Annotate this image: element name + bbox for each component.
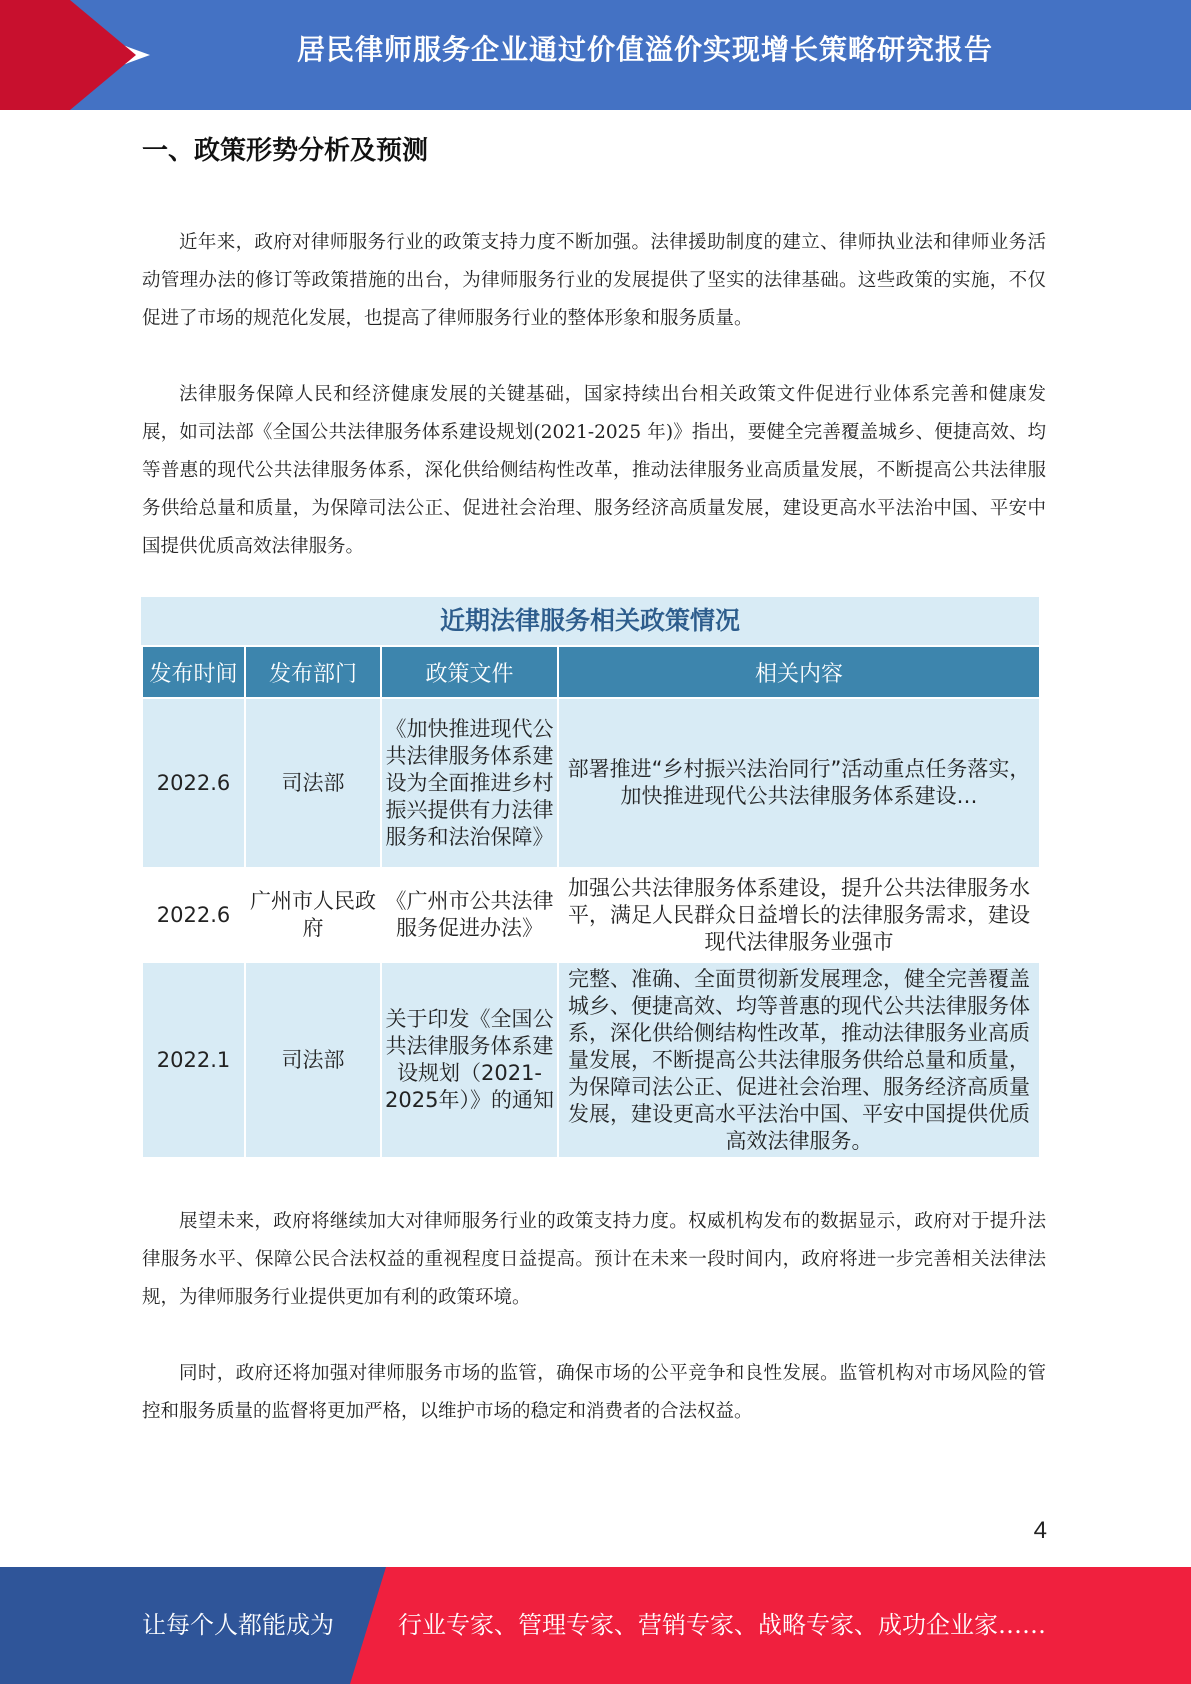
cell-department: 司法部 [245, 962, 381, 1158]
table-row [142, 962, 1040, 1158]
table-row [142, 868, 1040, 962]
table-title: 近期法律服务相关政策情况 [141, 597, 1039, 645]
paragraph-4: 同时，政府还将加强对律师服务市场的监管，确保市场的公平竞争和良性发展。监管机构对市场风险的管控和服务质量的监督将更加严格，以维护市场的稳定和消费者的合法权益。 [142, 1363, 1046, 1422]
table-header-row [142, 646, 1040, 698]
paragraph-3: 展望未来，政府将继续加大对律师服务行业的政策支持力度。权威机构发布的数据显示，政府对于提升法律服务水平、保障公民合法权益的重视程度日益提高。预计在未来一段时间内，政府将进一步完善相关法律法规，为律师服务行业提供更加有利的政策环境。 [142, 1211, 1046, 1308]
cell-date: 2022.6 [142, 868, 245, 962]
cell-content: 部署推进“乡村振兴法治同行”活动重点任务落实，加快推进现代公共法律服务体系建设… [558, 698, 1040, 868]
cell-content: 加强公共法律服务体系建设，提升公共法律服务水平，满足人民群众日益增长的法律服务需求，建设现代法律服务业强市 [558, 868, 1040, 962]
policy-table-image [141, 597, 1039, 1159]
report-title: 居民律师服务企业通过价值溢价实现增长策略研究报告 [296, 33, 993, 66]
footer-slogan-right: 行业专家、管理专家、营销专家、战略专家、成功企业家…… [398, 1611, 1046, 1639]
cell-content: 完整、准确、全面贯彻新发展理念，健全完善覆盖城乡、便捷高效、均等普惠的现代公共法律服务体系，深化供给侧结构性改革，推动法律服务业高质量发展，不断提高公共法律服务供给总量和质量，为保障司法公正、促进社会治理、服务经济高质量发展，建设更高水平法治中国、平安中国提供优质高效法律服务。 [558, 962, 1040, 1158]
column-header-document: 政策文件 [381, 646, 558, 698]
cell-department: 广州市人民政府 [245, 868, 381, 962]
header-banner [0, 0, 1191, 110]
paragraph-1: 近年来，政府对律师服务行业的政策支持力度不断加强。法律援助制度的建立、律师执业法和律师业务活动管理办法的修订等政策措施的出台，为律师服务行业的发展提供了坚实的法律基础。这些政策的实施，不仅促进了市场的规范化发展，也提高了律师服务行业的整体形象和服务质量。 [142, 232, 1046, 329]
cell-document: 《广州市公共法律服务促进办法》 [381, 868, 558, 962]
cell-document: 关于印发《全国公共法律服务体系建设规划（2021-2025年）》的通知 [381, 962, 558, 1158]
page-number: 4 [1033, 1517, 1047, 1544]
cell-date: 2022.1 [142, 962, 245, 1158]
paragraph-2: 法律服务保障人民和经济健康发展的关键基础，国家持续出台相关政策文件促进行业体系完善和健康发展，如司法部《全国公共法律服务体系建设规划(2021-2025 年)》指出，要健全完善覆盖城乡、便捷高效、均等普惠的现代公共法律服务体系，深化供给侧结构性改革，推动法律服务业高质量发展，不断提高公共法律服务供给总量和质量，为保障司法公正、促进社会治理、服务经济高质量发展，建设更高水平法治中国、平安中国提供优质高效法律服务。 [142, 384, 1046, 557]
footer-blue-slant [350, 1567, 386, 1684]
cell-department: 司法部 [245, 698, 381, 868]
section-heading: 一、政策形势分析及预测 [142, 136, 429, 166]
footer-banner [0, 1567, 1191, 1684]
policy-table [141, 645, 1041, 1159]
footer-slogan-left: 让每个人都能成为 [142, 1611, 334, 1639]
column-header-content: 相关内容 [558, 646, 1040, 698]
table-row [142, 698, 1040, 868]
cell-date: 2022.6 [142, 698, 245, 868]
header-red-block [0, 0, 70, 110]
header-red-arrow [70, 0, 136, 110]
column-header-department: 发布部门 [245, 646, 381, 698]
cell-document: 《加快推进现代公共法律服务体系建设为全面推进乡村振兴提供有力法律服务和法治保障》 [381, 698, 558, 868]
column-header-date: 发布时间 [142, 646, 245, 698]
